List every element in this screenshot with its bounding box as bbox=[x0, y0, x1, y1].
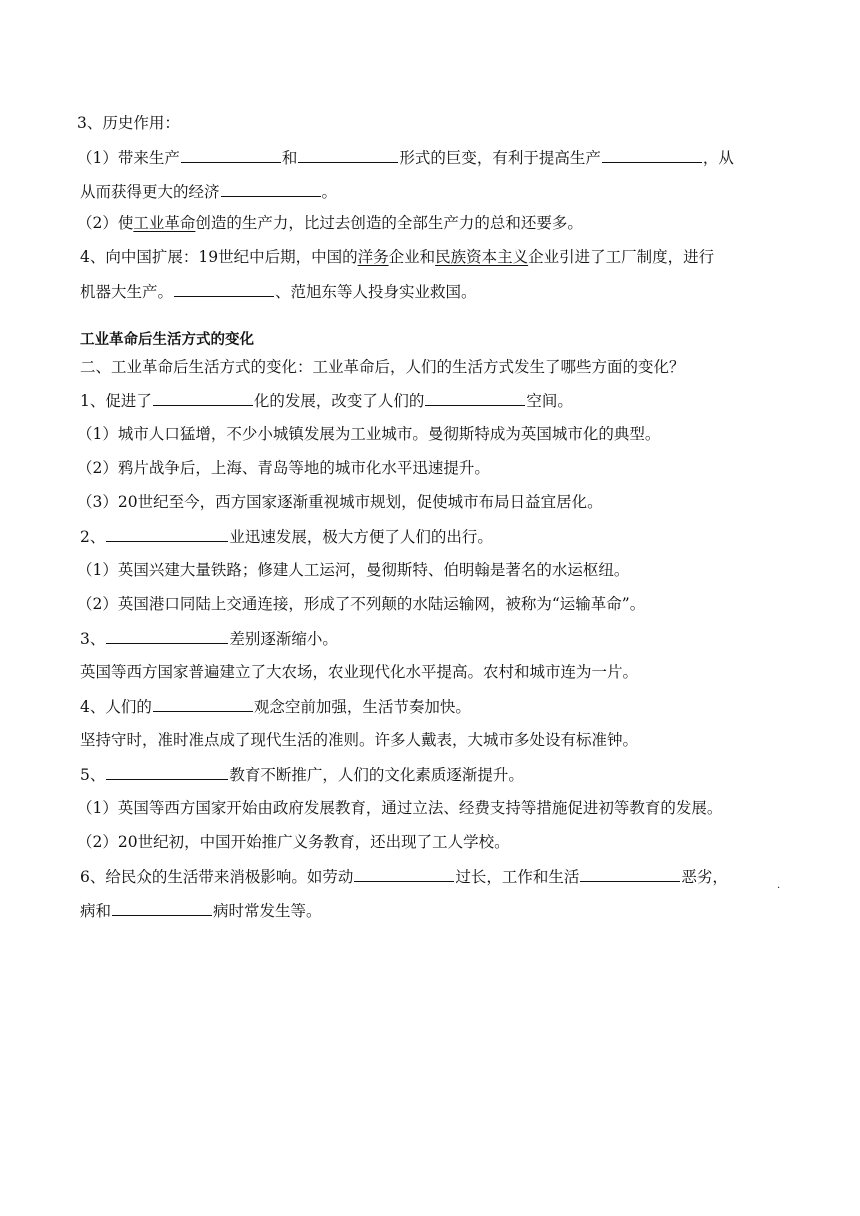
text-fragment: 业迅速发展，极大方便了人们的出行。 bbox=[229, 528, 493, 546]
point-1-sub-2: （2）鸦片战争后，上海、青岛等地的城市化水平迅速提升。 bbox=[77, 459, 490, 477]
text-fragment: 3、 bbox=[80, 630, 106, 648]
text-fragment: 过长，工作和生活 bbox=[455, 868, 580, 886]
item-1-continuation bbox=[80, 181, 337, 202]
point-6-line bbox=[80, 866, 728, 887]
text-fragment: 恶劣， bbox=[681, 868, 728, 886]
heading-historical-role: 3、历史作用： bbox=[77, 114, 180, 132]
stray-mark: . bbox=[777, 880, 781, 891]
point-1-sub-1: （1）城市人口猛增，不少小城镇发展为工业城市。曼彻斯特成为英国城市化的典型。 bbox=[77, 425, 661, 443]
fill-blank[interactable] bbox=[153, 696, 253, 712]
fill-blank[interactable] bbox=[112, 900, 212, 916]
text-fragment: 6、给民众的生活带来消极影响。如劳动 bbox=[80, 868, 354, 886]
text-fragment: 5、 bbox=[80, 766, 106, 784]
point-5-sub-1: （1）英国等西方国家开始由政府发展教育，通过立法、经费支持等措施促进初等教育的发展。 bbox=[77, 799, 723, 817]
point-1-sub-3: （3）20世纪至今，西方国家逐渐重视城市规划，促使城市布局日益宜居化。 bbox=[77, 493, 603, 511]
section-intro: 二、工业革命后生活方式的变化：工业革命后，人们的生活方式发生了哪些方面的变化？ bbox=[80, 358, 685, 376]
text-fragment: 1、促进了 bbox=[80, 392, 152, 410]
text-fragment: 从而获得更大的经济 bbox=[80, 183, 220, 201]
point-6-continuation bbox=[80, 900, 322, 921]
fill-blank[interactable] bbox=[221, 181, 321, 197]
point-3-line bbox=[80, 628, 338, 649]
text-fragment: 4、向中国扩展：19世纪中后期，中国的 bbox=[80, 248, 358, 266]
point-2-sub-2: （2）英国港口同陆上交通连接，形成了不列颠的水陆运输网，被称为“运输革命”。 bbox=[77, 595, 646, 613]
underlined-term: 工业革命 bbox=[133, 214, 196, 232]
text-fragment: 机器大生产。 bbox=[80, 283, 174, 301]
underlined-term: 民族资本主义 bbox=[435, 248, 529, 266]
text-fragment: 观念空前加强，生活节奏加快。 bbox=[253, 698, 471, 716]
point-4-line bbox=[80, 696, 471, 717]
underlined-term: 洋务 bbox=[357, 248, 389, 266]
section-title: 工业革命后生活方式的变化 bbox=[80, 331, 254, 348]
text-fragment: 4、人们的 bbox=[80, 698, 152, 716]
text-fragment: 形式的巨变，有利于提高生产 bbox=[399, 149, 601, 167]
fill-blank[interactable] bbox=[153, 390, 253, 406]
fill-blank[interactable] bbox=[602, 147, 702, 163]
text-fragment: 差别逐渐缩小。 bbox=[229, 630, 338, 648]
item-4-line bbox=[80, 247, 714, 267]
fill-blank[interactable] bbox=[106, 764, 228, 780]
text-fragment: 企业和 bbox=[388, 248, 436, 266]
text-fragment: （1）带来生产 bbox=[77, 149, 180, 167]
text-fragment: ，从 bbox=[702, 149, 734, 167]
fill-blank[interactable] bbox=[174, 281, 274, 297]
point-2-line bbox=[80, 526, 493, 547]
fill-blank[interactable] bbox=[181, 147, 281, 163]
point-1-line bbox=[80, 390, 573, 411]
point-5-line bbox=[80, 764, 524, 785]
fill-blank[interactable] bbox=[580, 866, 680, 882]
text-fragment: 空间。 bbox=[526, 392, 573, 410]
fill-blank[interactable] bbox=[298, 147, 398, 163]
point-4-text: 坚持守时，准时准点成了现代生活的准则。许多人戴表，大城市多处设有标准钟。 bbox=[80, 731, 639, 749]
point-5-sub-2: （2）20世纪初，中国开始推广义务教育，还出现了工人学校。 bbox=[77, 833, 510, 851]
fill-blank[interactable] bbox=[425, 390, 525, 406]
text-fragment: 病时常发生等。 bbox=[213, 902, 322, 920]
text-fragment: 企业引进了工厂制度，进行 bbox=[528, 248, 715, 266]
item-1-line bbox=[77, 147, 734, 168]
item-4-continuation bbox=[80, 281, 477, 302]
text-fragment: 和 bbox=[281, 149, 298, 167]
text-fragment: 。 bbox=[321, 183, 338, 201]
item-2-line bbox=[77, 213, 583, 233]
text-fragment: 、范旭东等人投身实业救国。 bbox=[275, 283, 477, 301]
fill-blank[interactable] bbox=[354, 866, 454, 882]
point-2-sub-1: （1）英国兴建大量铁路；修建人工运河，曼彻斯特、伯明翰是著名的水运枢纽。 bbox=[77, 561, 630, 579]
text-fragment: 病和 bbox=[80, 902, 112, 920]
fill-blank[interactable] bbox=[106, 526, 228, 542]
text-fragment: （2）使 bbox=[77, 214, 134, 232]
text-fragment: 教育不断推广，人们的文化素质逐渐提升。 bbox=[229, 766, 524, 784]
point-3-text: 英国等西方国家普遍建立了大农场，农业现代化水平提高。农村和城市连为一片。 bbox=[80, 663, 639, 681]
text-fragment: 创造的生产力，比过去创造的全部生产力的总和还要多。 bbox=[195, 214, 583, 232]
text-fragment: 化的发展，改变了人们的 bbox=[253, 392, 425, 410]
fill-blank[interactable] bbox=[106, 628, 228, 644]
text-fragment: 2、 bbox=[80, 528, 106, 546]
